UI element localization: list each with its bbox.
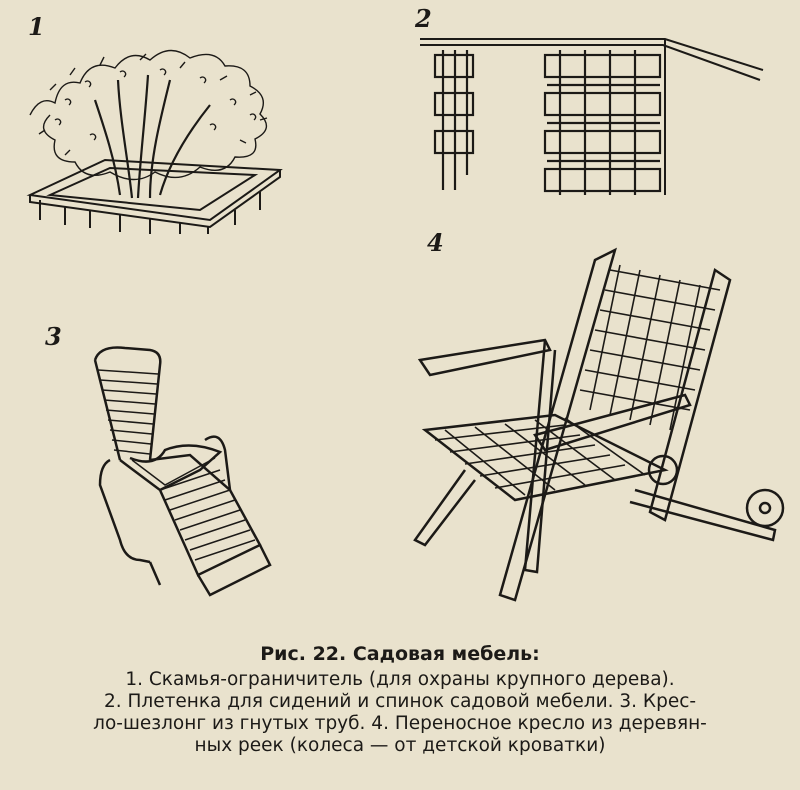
figure-number-3: 3 bbox=[45, 322, 62, 351]
caption-line-2: 2. Плетенка для сидений и спинок садовой мебели. 3. Крес- bbox=[103, 691, 697, 712]
caption-body bbox=[20, 669, 780, 757]
figure-number-1: 1 bbox=[28, 12, 45, 41]
caption-title: Рис. 22. Садовая мебель: bbox=[260, 643, 540, 665]
tree-trunks bbox=[95, 75, 210, 198]
tree-bench-illustration bbox=[10, 20, 300, 235]
caption-line-4: ных реек (колеса — от детской кроватки) bbox=[194, 735, 606, 756]
wheel-rear bbox=[747, 490, 783, 526]
caption-line-1: 1. Скамья-ограничитель (для охраны крупного дерева). bbox=[125, 669, 675, 690]
tree-foliage bbox=[30, 50, 267, 179]
figure-number-2: 2 bbox=[415, 4, 432, 33]
figure-number-4: 4 bbox=[427, 228, 444, 257]
weave-left bbox=[435, 50, 473, 190]
tube-lounge-chair-illustration bbox=[80, 340, 290, 600]
caption-line-3: ло-шезлонг из гнутых труб. 4. Переносное кресло из деревян- bbox=[93, 713, 707, 734]
folding-wooden-chair-illustration bbox=[405, 240, 790, 615]
weaving-pattern-illustration bbox=[415, 25, 775, 200]
weave-right bbox=[545, 50, 660, 195]
bench-frame bbox=[30, 160, 280, 234]
figure-caption bbox=[0, 643, 800, 757]
